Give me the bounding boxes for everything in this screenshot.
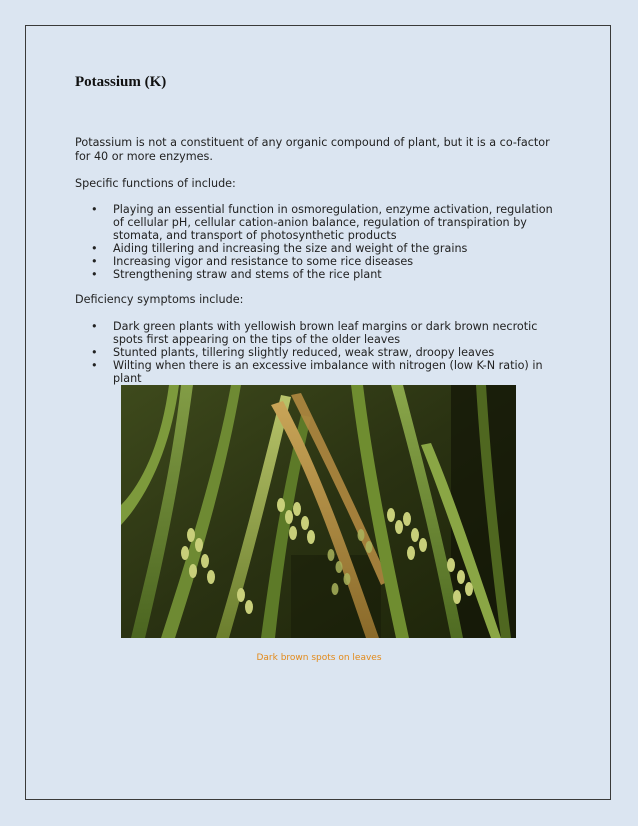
list-item xyxy=(75,346,555,359)
bullet-icon: • xyxy=(91,359,98,372)
page-title: Potassium (K) xyxy=(75,74,167,90)
list-item-text: Increasing vigor and resistance to some rice diseases xyxy=(113,255,414,268)
bullet-icon: • xyxy=(91,346,98,359)
list-item xyxy=(75,320,555,346)
bullet-icon: • xyxy=(91,242,98,255)
functions-heading: Specific functions of include: xyxy=(75,177,236,190)
list-item xyxy=(75,268,555,281)
photo-caption: Dark brown spots on leaves xyxy=(256,653,382,663)
list-item-text: Dark green plants with yellowish brown leaf margins or dark brown necrotic spots first appearing on the tips of the older leaves xyxy=(113,320,538,346)
intro-paragraph: Potassium is not a constituent of any organic compound of plant, but it is a co-factor for 40 or more enzymes. xyxy=(75,136,550,163)
bullet-icon: • xyxy=(91,268,98,281)
rice-plant-photo xyxy=(121,385,516,638)
list-item-text: Strengthening straw and stems of the rice plant xyxy=(113,268,382,281)
deficiency-list xyxy=(75,320,555,385)
list-item xyxy=(75,255,555,268)
list-item-text: Wilting when there is an excessive imbalance with nitrogen (low K-N ratio) in plant xyxy=(113,359,543,385)
list-item xyxy=(75,242,555,255)
list-item xyxy=(75,359,555,385)
list-item xyxy=(75,203,555,242)
functions-list xyxy=(75,203,555,281)
bullet-icon: • xyxy=(91,320,98,333)
list-item-text: Stunted plants, tillering slightly reduced, weak straw, droopy leaves xyxy=(113,346,495,359)
list-item-text: Aiding tillering and increasing the size and weight of the grains xyxy=(113,242,468,255)
deficiency-heading: Deficiency symptoms include: xyxy=(75,293,244,306)
bullet-icon: • xyxy=(91,255,98,268)
list-item-text: Playing an essential function in osmoregulation, enzyme activation, regulation of cellular pH, cellular cation-anion balance, regulation of transpiration by stomata, and transport of photosynthetic products xyxy=(113,203,553,242)
bullet-icon: • xyxy=(91,203,98,216)
